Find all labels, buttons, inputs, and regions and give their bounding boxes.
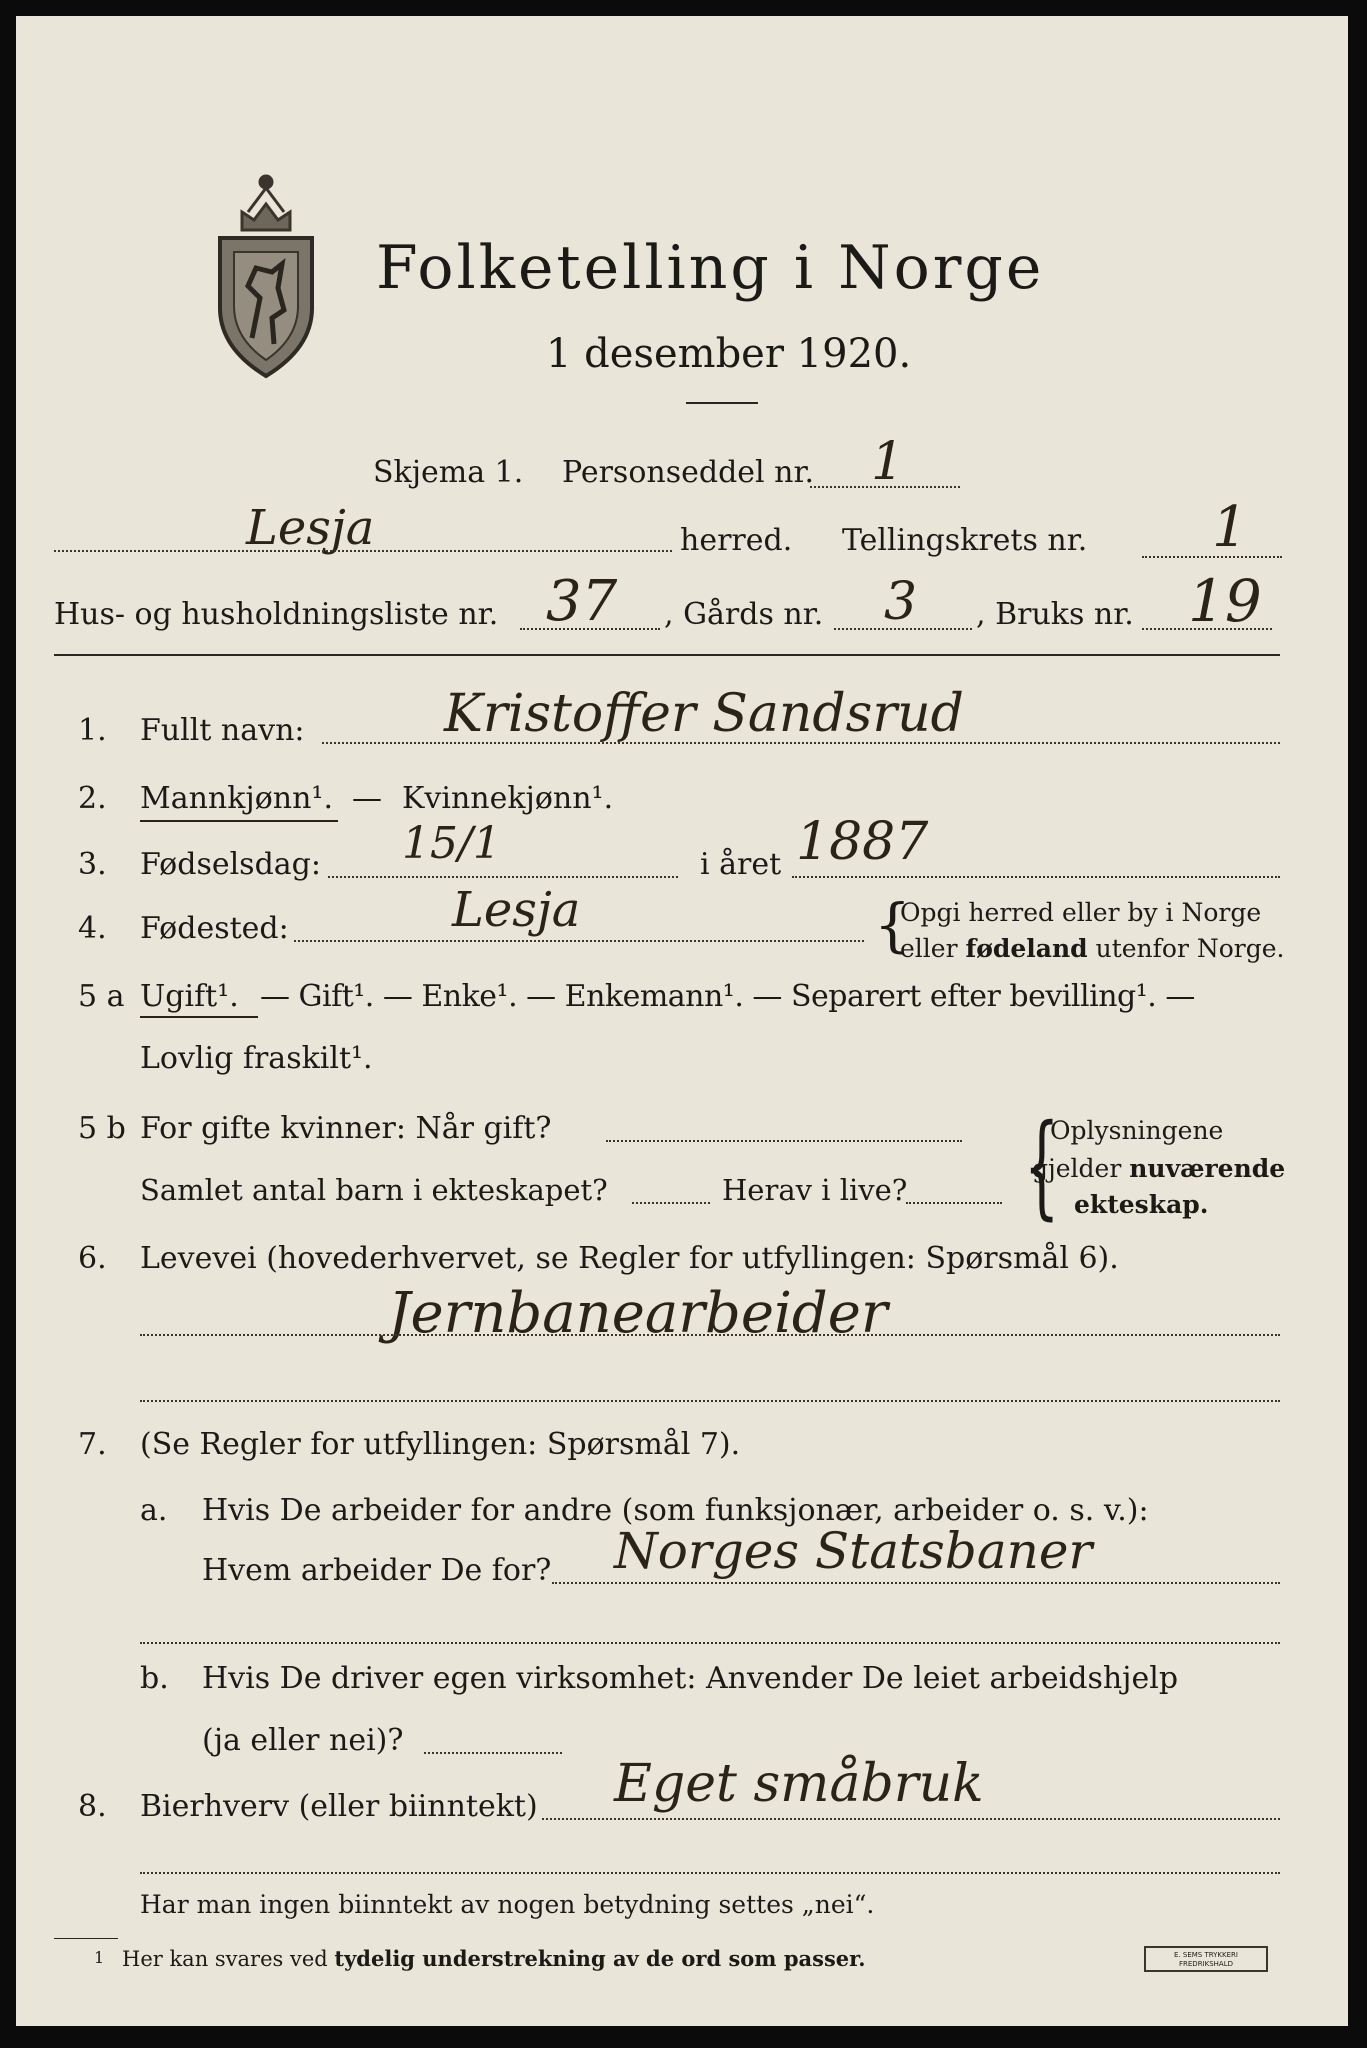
gards-label: , Gårds nr. (664, 597, 824, 632)
gards-value: 3 (884, 572, 918, 632)
q5b-children-field[interactable] (632, 1202, 710, 1204)
q2-female-option[interactable]: Kvinnekjønn¹. (402, 781, 614, 816)
q5b-when-married-field[interactable] (606, 1140, 962, 1142)
q7a-employer-value: Norges Statsbaner (614, 1522, 1093, 1580)
q3-year-label: i året (700, 847, 782, 882)
q5b-label: For gifte kvinner: Når gift? (140, 1111, 552, 1146)
skjema-label: Skjema 1. (373, 455, 524, 490)
q5a-number: 5 a (78, 979, 125, 1014)
tellingskrets-label: Tellingskrets nr. (842, 523, 1088, 558)
q7-label: (Se Regler for utfyllingen: Spørsmål 7). (140, 1427, 741, 1462)
footnote-number: 1 (94, 1948, 105, 1967)
title-divider (686, 402, 758, 404)
q7b-answer-field[interactable] (424, 1752, 562, 1754)
q5b-number: 5 b (78, 1111, 126, 1146)
q7a-line1: Hvis De arbeider for andre (som funksjonær, arbeider o. s. v.): (202, 1493, 1149, 1528)
q8-number: 8. (78, 1789, 107, 1824)
census-date: 1 desember 1920. (546, 331, 912, 377)
herred-value: Lesja (246, 500, 375, 556)
q7b-line2: (ja eller nei)? (202, 1723, 404, 1758)
q4-note-line2 (900, 936, 1284, 961)
q5b-note-line3: ekteskap. (1074, 1190, 1209, 1219)
q6-occupation-field-2[interactable] (140, 1400, 1280, 1402)
q4-label: Fødested: (140, 911, 289, 946)
q2-number: 2. (78, 781, 107, 816)
q4-note-line1: Opgi herred eller by i Norge (900, 898, 1262, 927)
q8-side-income-field-2[interactable] (140, 1872, 1280, 1874)
personseddel-value: 1 (871, 432, 905, 492)
q4-note-line2-b: utenfor Norge. (1087, 934, 1285, 963)
census-form-page (16, 16, 1348, 2026)
q5b-alive-field[interactable] (906, 1202, 1002, 1204)
q5b-children-label: Samlet antal barn i ekteskapet? (140, 1173, 608, 1207)
personseddel-label: Personseddel nr. (562, 455, 815, 490)
q4-note-line2-a: eller (900, 934, 966, 963)
q7b-line1: Hvis De driver egen virksomhet: Anvender De leiet arbeidshjelp (202, 1661, 1179, 1696)
footnote-text-bold: tydelig understrekning av de ord som passer. (334, 1946, 866, 1971)
q3-number: 3. (78, 847, 107, 882)
husliste-label: Hus- og husholdningsliste nr. (54, 597, 499, 632)
printer-stamp: E. SEMS TRYKKERI FREDRIKSHALD (1144, 1946, 1268, 1972)
tellingskrets-value: 1 (1212, 495, 1248, 560)
q4-birthplace-field[interactable] (294, 940, 864, 942)
q3-year-value: 1887 (796, 812, 929, 872)
q6-occupation-value: Jernbanearbeider (388, 1281, 888, 1346)
bruks-value: 19 (1188, 567, 1262, 635)
q4-note-line2-bold: fødeland (965, 934, 1088, 963)
q3-year-field[interactable] (792, 876, 1280, 878)
q7-number: 7. (78, 1427, 107, 1462)
header-divider (54, 654, 1280, 656)
footnote-text-a: Her kan svares ved (122, 1947, 335, 1971)
q6-number: 6. (78, 1241, 107, 1276)
q4-note-brace: { (874, 891, 911, 959)
q2-separator: — (352, 781, 382, 816)
q3-birthday-field[interactable] (328, 876, 678, 878)
q7a-line2: Hvem arbeider De for? (202, 1553, 552, 1588)
q2-male-option[interactable]: Mannkjønn¹. (140, 781, 333, 816)
q5b-note-line2 (1032, 1156, 1285, 1181)
q7a-number: a. (140, 1493, 168, 1528)
q7a-employer-field[interactable] (552, 1582, 1280, 1584)
q5a-ugift-option[interactable]: Ugift¹. (140, 979, 239, 1014)
q1-name-value: Kristoffer Sandsrud (444, 684, 964, 744)
q5b-note-line1: Oplysningene (1050, 1116, 1224, 1145)
q2-male-underline (140, 820, 338, 822)
q7a-employer-field-2[interactable] (140, 1642, 1280, 1644)
q5a-ugift-underline (140, 1016, 258, 1018)
q5b-note-brace: { (1023, 1101, 1060, 1231)
q5a-options: — Gift¹. — Enke¹. — Enkemann¹. — Separert efter bevilling¹. — (260, 979, 1195, 1014)
q8-side-income-field[interactable] (542, 1818, 1280, 1820)
footer-note: Har man ingen biinntekt av nogen betydning settes „nei“. (140, 1890, 875, 1919)
q5b-note-line2-bold: nuværende (1129, 1154, 1286, 1183)
q5b-note-line2-a: gjelder (1032, 1154, 1130, 1183)
form-title: Folketelling i Norge (376, 233, 1045, 303)
footnote-divider (54, 1938, 118, 1939)
q6-label: Levevei (hovederhvervet, se Regler for utfyllingen: Spørsmål 6). (140, 1241, 1119, 1276)
norway-coat-of-arms-icon (212, 168, 320, 382)
q6-occupation-field-1[interactable] (140, 1334, 1280, 1336)
herred-label: herred. (680, 523, 793, 558)
q4-number: 4. (78, 911, 107, 946)
q5b-alive-label: Herav i live? (722, 1173, 908, 1207)
q7b-number: b. (140, 1661, 169, 1696)
herred-field[interactable] (54, 550, 672, 552)
bruks-label: , Bruks nr. (976, 597, 1134, 632)
husliste-value: 37 (546, 569, 618, 634)
q8-label: Bierhverv (eller biinntekt) (140, 1789, 538, 1824)
q3-birthday-value: 15/1 (402, 818, 501, 869)
q1-number: 1. (78, 713, 107, 748)
q4-birthplace-value: Lesja (452, 882, 581, 938)
q5a-line2: Lovlig fraskilt¹. (140, 1041, 373, 1076)
q8-side-income-value: Eget småbruk (614, 1754, 984, 1814)
footnote-text (122, 1948, 866, 1970)
q1-label: Fullt navn: (140, 713, 305, 748)
q3-label: Fødselsdag: (140, 847, 321, 882)
